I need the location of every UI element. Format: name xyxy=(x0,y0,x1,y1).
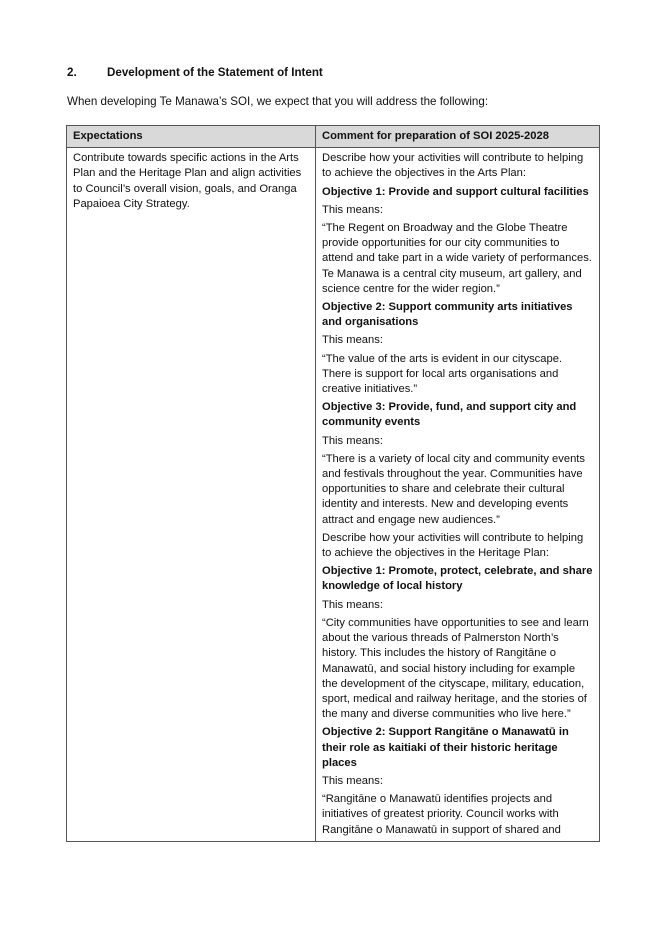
comment-paragraph: Describe how your activities will contribute to helping to achieve the objectives in the Arts Plan: xyxy=(322,152,584,180)
intro-paragraph: When developing Te Manawa’s SOI, we expect that you will address the following: xyxy=(67,95,489,108)
objective-heading: Objective 1: Provide and support cultural facilities xyxy=(322,185,589,198)
comment-cell xyxy=(316,148,600,842)
comment-paragraph: “The Regent on Broadway and the Globe Theatre provide opportunities for our city communities to attend and take part in a wide variety of performances. Te Manawa is a central city museum, art gallery, and science centre for the wider region.” xyxy=(322,222,592,295)
comment-paragraph: Describe how your activities will contribute to helping to achieve the objectives in the Heritage Plan: xyxy=(322,531,584,560)
header-expectations: Expectations xyxy=(67,126,316,148)
comment-paragraph: This means: xyxy=(322,774,383,787)
comment-paragraph: “City communities have opportunities to see and learn about the various threads of Palmerston North’s history. This includes the history of Rangitāne o Manawatū, and social history including for example the development of the cityscape, military, education, sport, medical and railway heritage, and the stories of the many and diverse communities who live here.” xyxy=(322,616,589,721)
objective-heading: Objective 3: Provide, fund, and support city and community events xyxy=(322,401,577,429)
section-title: Development of the Statement of Intent xyxy=(107,66,323,79)
table-header-row xyxy=(67,126,600,148)
comment-paragraph: “Rangitāne o Manawatū identifies projects and initiatives of greatest priority. Council works with Rangitāne o Manawatū in support of shared and xyxy=(322,793,561,836)
expectations-table xyxy=(66,125,600,842)
expectation-cell: Contribute towards specific actions in the Arts Plan and the Heritage Plan and align activities to Council’s overall vision, goals, and Oranga Papaioea City Strategy. xyxy=(67,148,316,842)
objective-heading: Objective 1: Promote, protect, celebrate, and share knowledge of local history xyxy=(322,565,593,593)
objective-heading: Objective 2: Support community arts initiatives and organisations xyxy=(322,301,573,329)
comment-paragraph: This means: xyxy=(322,203,383,216)
header-comment: Comment for preparation of SOI 2025-2028 xyxy=(316,126,600,148)
comment-paragraph: This means: xyxy=(322,598,383,611)
comment-paragraph: This means: xyxy=(322,334,383,347)
section-number: 2. xyxy=(67,66,77,79)
comment-paragraph: This means: xyxy=(322,434,383,447)
comment-paragraph: “The value of the arts is evident in our cityscape. There is support for local arts organisations and creative initiatives.” xyxy=(322,352,563,396)
section-heading xyxy=(67,66,323,79)
table-row xyxy=(67,148,600,842)
objective-heading: Objective 2: Support Rangitāne o Manawatū in their role as kaitiaki of their historic heritage places xyxy=(322,726,569,769)
comment-paragraph: “There is a variety of local city and community events and festivals throughout the year. Communities have opportunities to share and celebrate their cultural identity and interests. New and developing events attract and engage new audiences.” xyxy=(322,452,586,526)
